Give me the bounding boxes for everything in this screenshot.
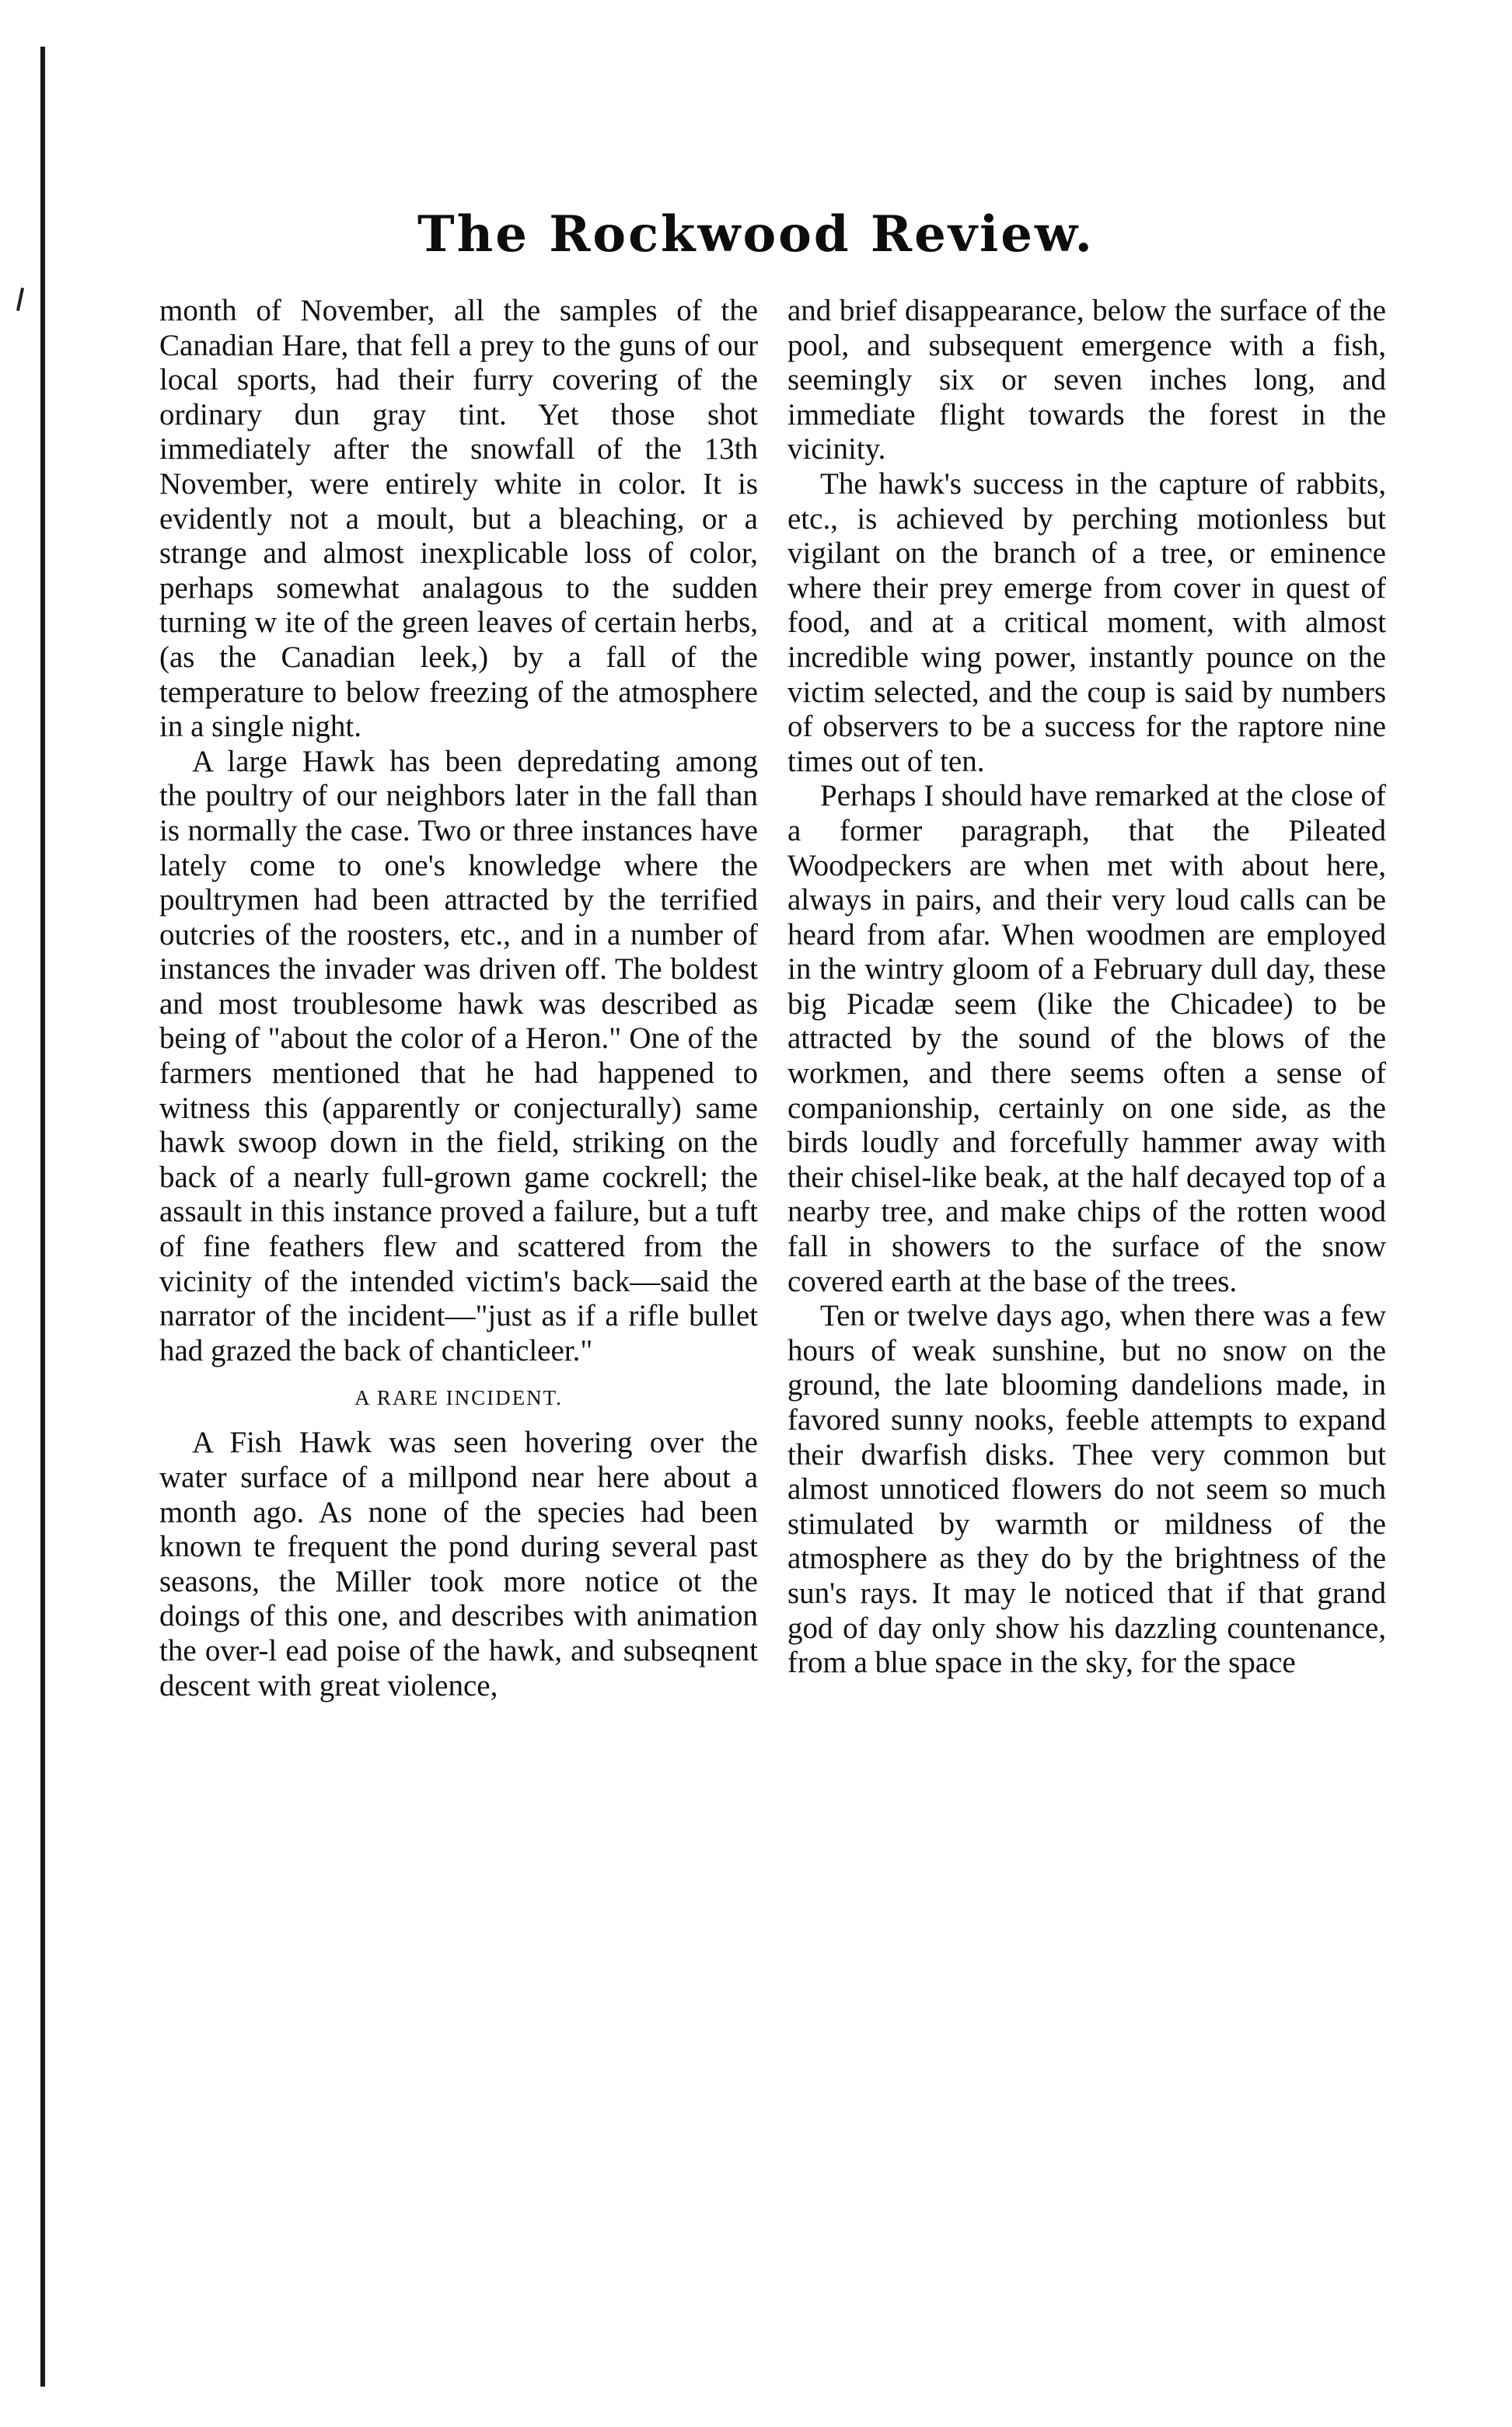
paragraph-dandelions: Ten or twelve days ago, when there was a few hours of weak sunshine, but no snow on the ground, the late blooming dandelions made, in favored sunny nooks, feeble attempts to expand their dwarfish disks. Thee very common but almost unnoticed flowers do not seem so much stimulated by warmth or mildness of the atmosphere as they do by the brightness of the sun's rays. It may le noticed that if that grand god of day only show his dazzling countenance, from a blue space in the sky, for the space — [787, 1299, 1386, 1680]
paragraph-pileated-woodpeckers: Perhaps I should have remarked at the close of a former paragraph, that the Pileated Woodpeckers are when met with about here, always in pairs, and their very loud calls can be heard from afar. When woodmen are employed in the wintry gloom of a February dull day, these big Picadæ seem (like the Chicadee) to be attracted by the sound of the blows of the workmen, and there seems often a sense of companionship, certainly on one side, as the birds loudly and forcefully hammer away with their chisel-like beak, at the half decayed top of a nearby tree, and make chips of the rotten wood fall in showers to the surface of the snow covered earth at the base of the trees. — [787, 779, 1386, 1298]
paragraph-large-hawk: A large Hawk has been depredating among the poultry of our neighbors later in the fall than is normally the case. Two or three instances have lately come to one's knowledge where the poultrymen had been attracted by the terrified outcries of the roosters, etc., and in a number of instances the invader was driven off. The boldest and most troublesome hawk was described as being of "about the color of a Heron." One of the farmers mentioned that he had happened to witness this (apparently or conjecturally) same hawk swoop down in the field, striking on the back of a nearly full-grown game cockrell; the assault in this instance proved a failure, but a tuft of fine feathers flew and scattered from the vicinity of the intended victim's back—said the narrator of the incident—"just as if a rifle bullet had grazed the back of chanticleer." — [159, 744, 758, 1367]
paragraph-fish-hawk: A Fish Hawk was seen hovering over the water surface of a millpond near here about a month ago. As none of the species had been known te frequent the pond during several past seasons, the Miller took more notice ot the doings of this one, and describes with animation the over-l ead poise of the hawk, and subseqnent descent with great violence, — [159, 1426, 758, 1702]
paragraph-hawk-success: The hawk's success in the capture of rabbits, etc., is achieved by perching motionless but vigilant on the branch of a tree, or eminence where their prey emerge from cover in quest of food, and at a critical moment, with almost incredible wing power, instantly pounce on the victim selected, and the coup is said by numbers of observers to be a success for the raptore nine times out of ten. — [787, 466, 1386, 778]
right-column — [787, 294, 1386, 1681]
left-column — [159, 294, 758, 1703]
paragraph-fish-continuation: and brief disappearance, below the surface of the pool, and subsequent emergence with a fish, seemingly six or seven inches long, and immediate flight towards the forest in the vicinity. — [787, 294, 1386, 466]
paragraph-hare-color: month of November, all the samples of the Canadian Hare, that fell a prey to the guns of our local sports, had their furry covering of the ordinary dun gray tint. Yet those shot immediately after the snowfall of the 13th November, were entirely white in color. It is evidently not a moult, but a bleaching, or a strange and almost inexplicable loss of color, perhaps somewhat analagous to the sudden turning w ite of the green leaves of certain herbs, (as the Canadian leek,) by a fall of the temperature to below freezing of the atmosphere in a single night. — [159, 294, 758, 744]
page-binding-rule — [40, 47, 45, 2387]
page-edge-mark — [16, 288, 24, 311]
section-heading-rare-incident: A RARE INCIDENT. — [354, 1386, 563, 1410]
masthead-title: The Rockwood Review. — [417, 205, 1095, 264]
